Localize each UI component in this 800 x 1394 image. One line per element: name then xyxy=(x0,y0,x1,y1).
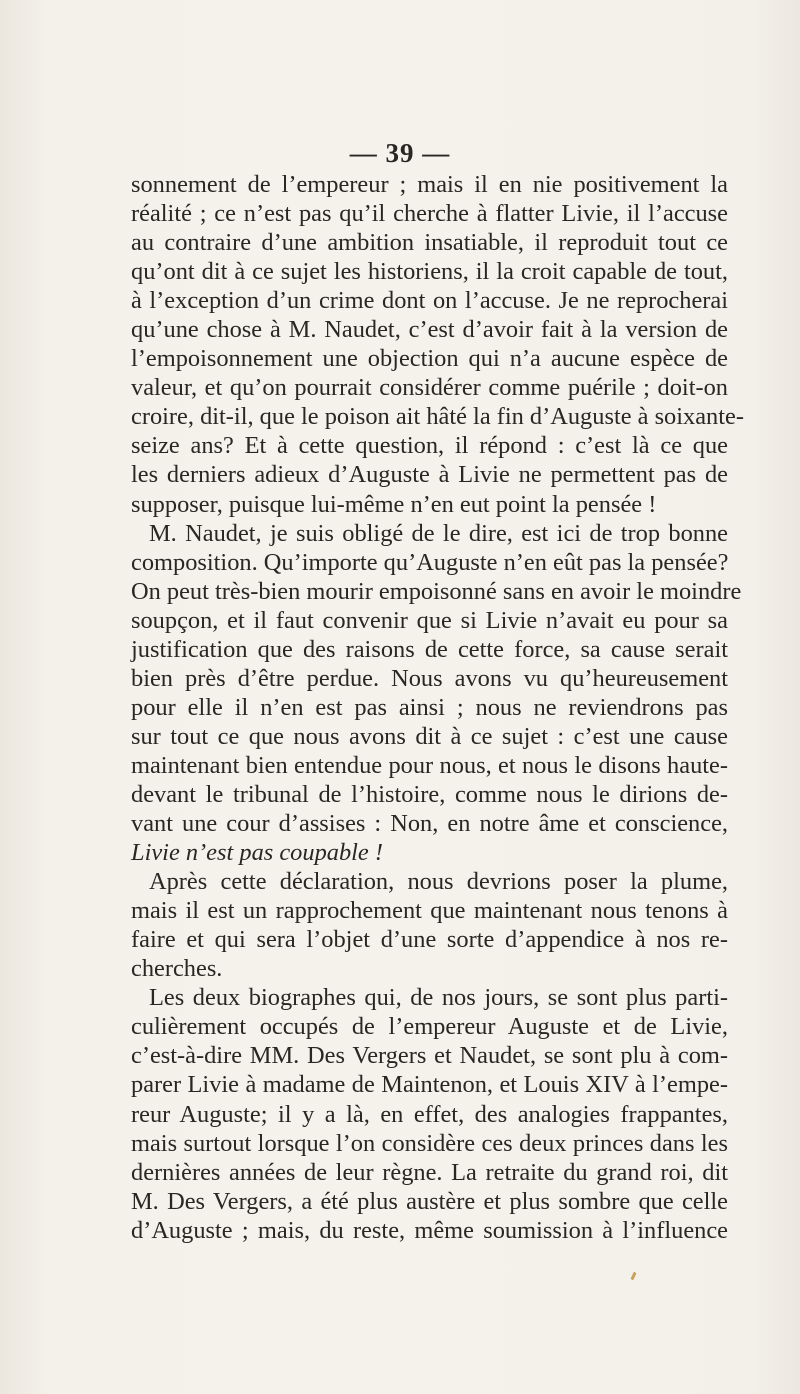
text-line: seize ans? Et à cette question, il répond : c’est là ce que xyxy=(131,432,728,460)
text-line: à l’exception d’un crime dont on l’accuse. Je ne reprocherai xyxy=(131,287,728,315)
text-line: M. Des Vergers, a été plus austère et plus sombre que celle xyxy=(131,1187,728,1215)
text-line: croire, dit-il, que le poison ait hâté la fin d’Auguste à soixante- xyxy=(131,403,744,431)
text-line: Les deux biographes qui, de nos jours, se sont plus parti- xyxy=(149,984,728,1012)
text-line: culièrement occupés de l’empereur Auguste et de Livie, xyxy=(131,1013,728,1041)
text-line: dernières années de leur règne. La retraite du grand roi, dit xyxy=(131,1158,728,1186)
page-number: — 39 — xyxy=(349,138,451,168)
text-line: cherches. xyxy=(131,955,223,983)
text-line: qu’une chose à M. Naudet, c’est d’avoir fait à la version de xyxy=(131,316,728,344)
text-line: faire et qui sera l’objet d’une sorte d’appendice à nos re- xyxy=(131,926,728,954)
text-line: justification que des raisons de cette force, sa cause serait xyxy=(131,635,728,663)
text-line: les derniers adieux d’Auguste à Livie ne permettent pas de xyxy=(131,461,728,489)
text-line: vant une cour d’assises : Non, en notre âme et conscience, xyxy=(131,810,728,838)
text-line: reur Auguste; il y a là, en effet, des analogies frappantes, xyxy=(131,1100,728,1128)
text-line: l’empoisonnement une objection qui n’a aucune espèce de xyxy=(131,345,728,373)
text-line: d’Auguste ; mais, du reste, même soumission à l’influence xyxy=(131,1216,728,1244)
text-line: sur tout ce que nous avons dit à ce sujet : c’est une cause xyxy=(131,722,728,750)
text-line: composition. Qu’importe qu’Auguste n’en eût pas la pensée? xyxy=(131,548,729,576)
body-text xyxy=(131,170,744,1245)
text-line: parer Livie à madame de Maintenon, et Louis XIV à l’empe- xyxy=(131,1071,728,1099)
text-line: pour elle il n’en est pas ainsi ; nous ne reviendrons pas xyxy=(131,693,728,721)
text-line: devant le tribunal de l’histoire, comme nous le dirions de- xyxy=(131,780,728,808)
text-line: bien près d’être perdue. Nous avons vu qu’heureusement xyxy=(131,664,728,692)
text-line: au contraire d’une ambition insatiable, il reproduit tout ce xyxy=(131,229,728,257)
text-line: réalité ; ce n’est pas qu’il cherche à flatter Livie, il l’accuse xyxy=(131,200,728,228)
paper-speck xyxy=(630,1272,636,1281)
text-line: supposer, puisque lui-même n’en eut point la pensée ! xyxy=(131,490,657,518)
text-line: mais il est un rapprochement que maintenant nous tenons à xyxy=(131,897,728,925)
text-line: mais surtout lorsque l’on considère ces deux princes dans les xyxy=(131,1129,728,1157)
text-line: qu’ont dit à ce sujet les historiens, il la croit capable de tout, xyxy=(131,258,728,286)
text-line-italic: Livie n’est pas coupable ! xyxy=(131,839,383,867)
text-line: soupçon, et il faut convenir que si Livie n’avait eu pour sa xyxy=(131,606,728,634)
text-line: Après cette déclaration, nous devrions poser la plume, xyxy=(149,868,728,896)
text-line: maintenant bien entendue pour nous, et nous le disons haute- xyxy=(131,751,728,779)
text-line: On peut très-bien mourir empoisonné sans en avoir le moindre xyxy=(131,577,742,605)
text-line: sonnement de l’empereur ; mais il en nie positivement la xyxy=(131,171,728,198)
text-line: c’est-à-dire MM. Des Vergers et Naudet, se sont plu à com- xyxy=(131,1042,728,1070)
text-line: valeur, et qu’on pourrait considérer comme puérile ; doit-on xyxy=(131,374,728,402)
text-line: M. Naudet, je suis obligé de le dire, est ici de trop bonne xyxy=(149,519,728,547)
